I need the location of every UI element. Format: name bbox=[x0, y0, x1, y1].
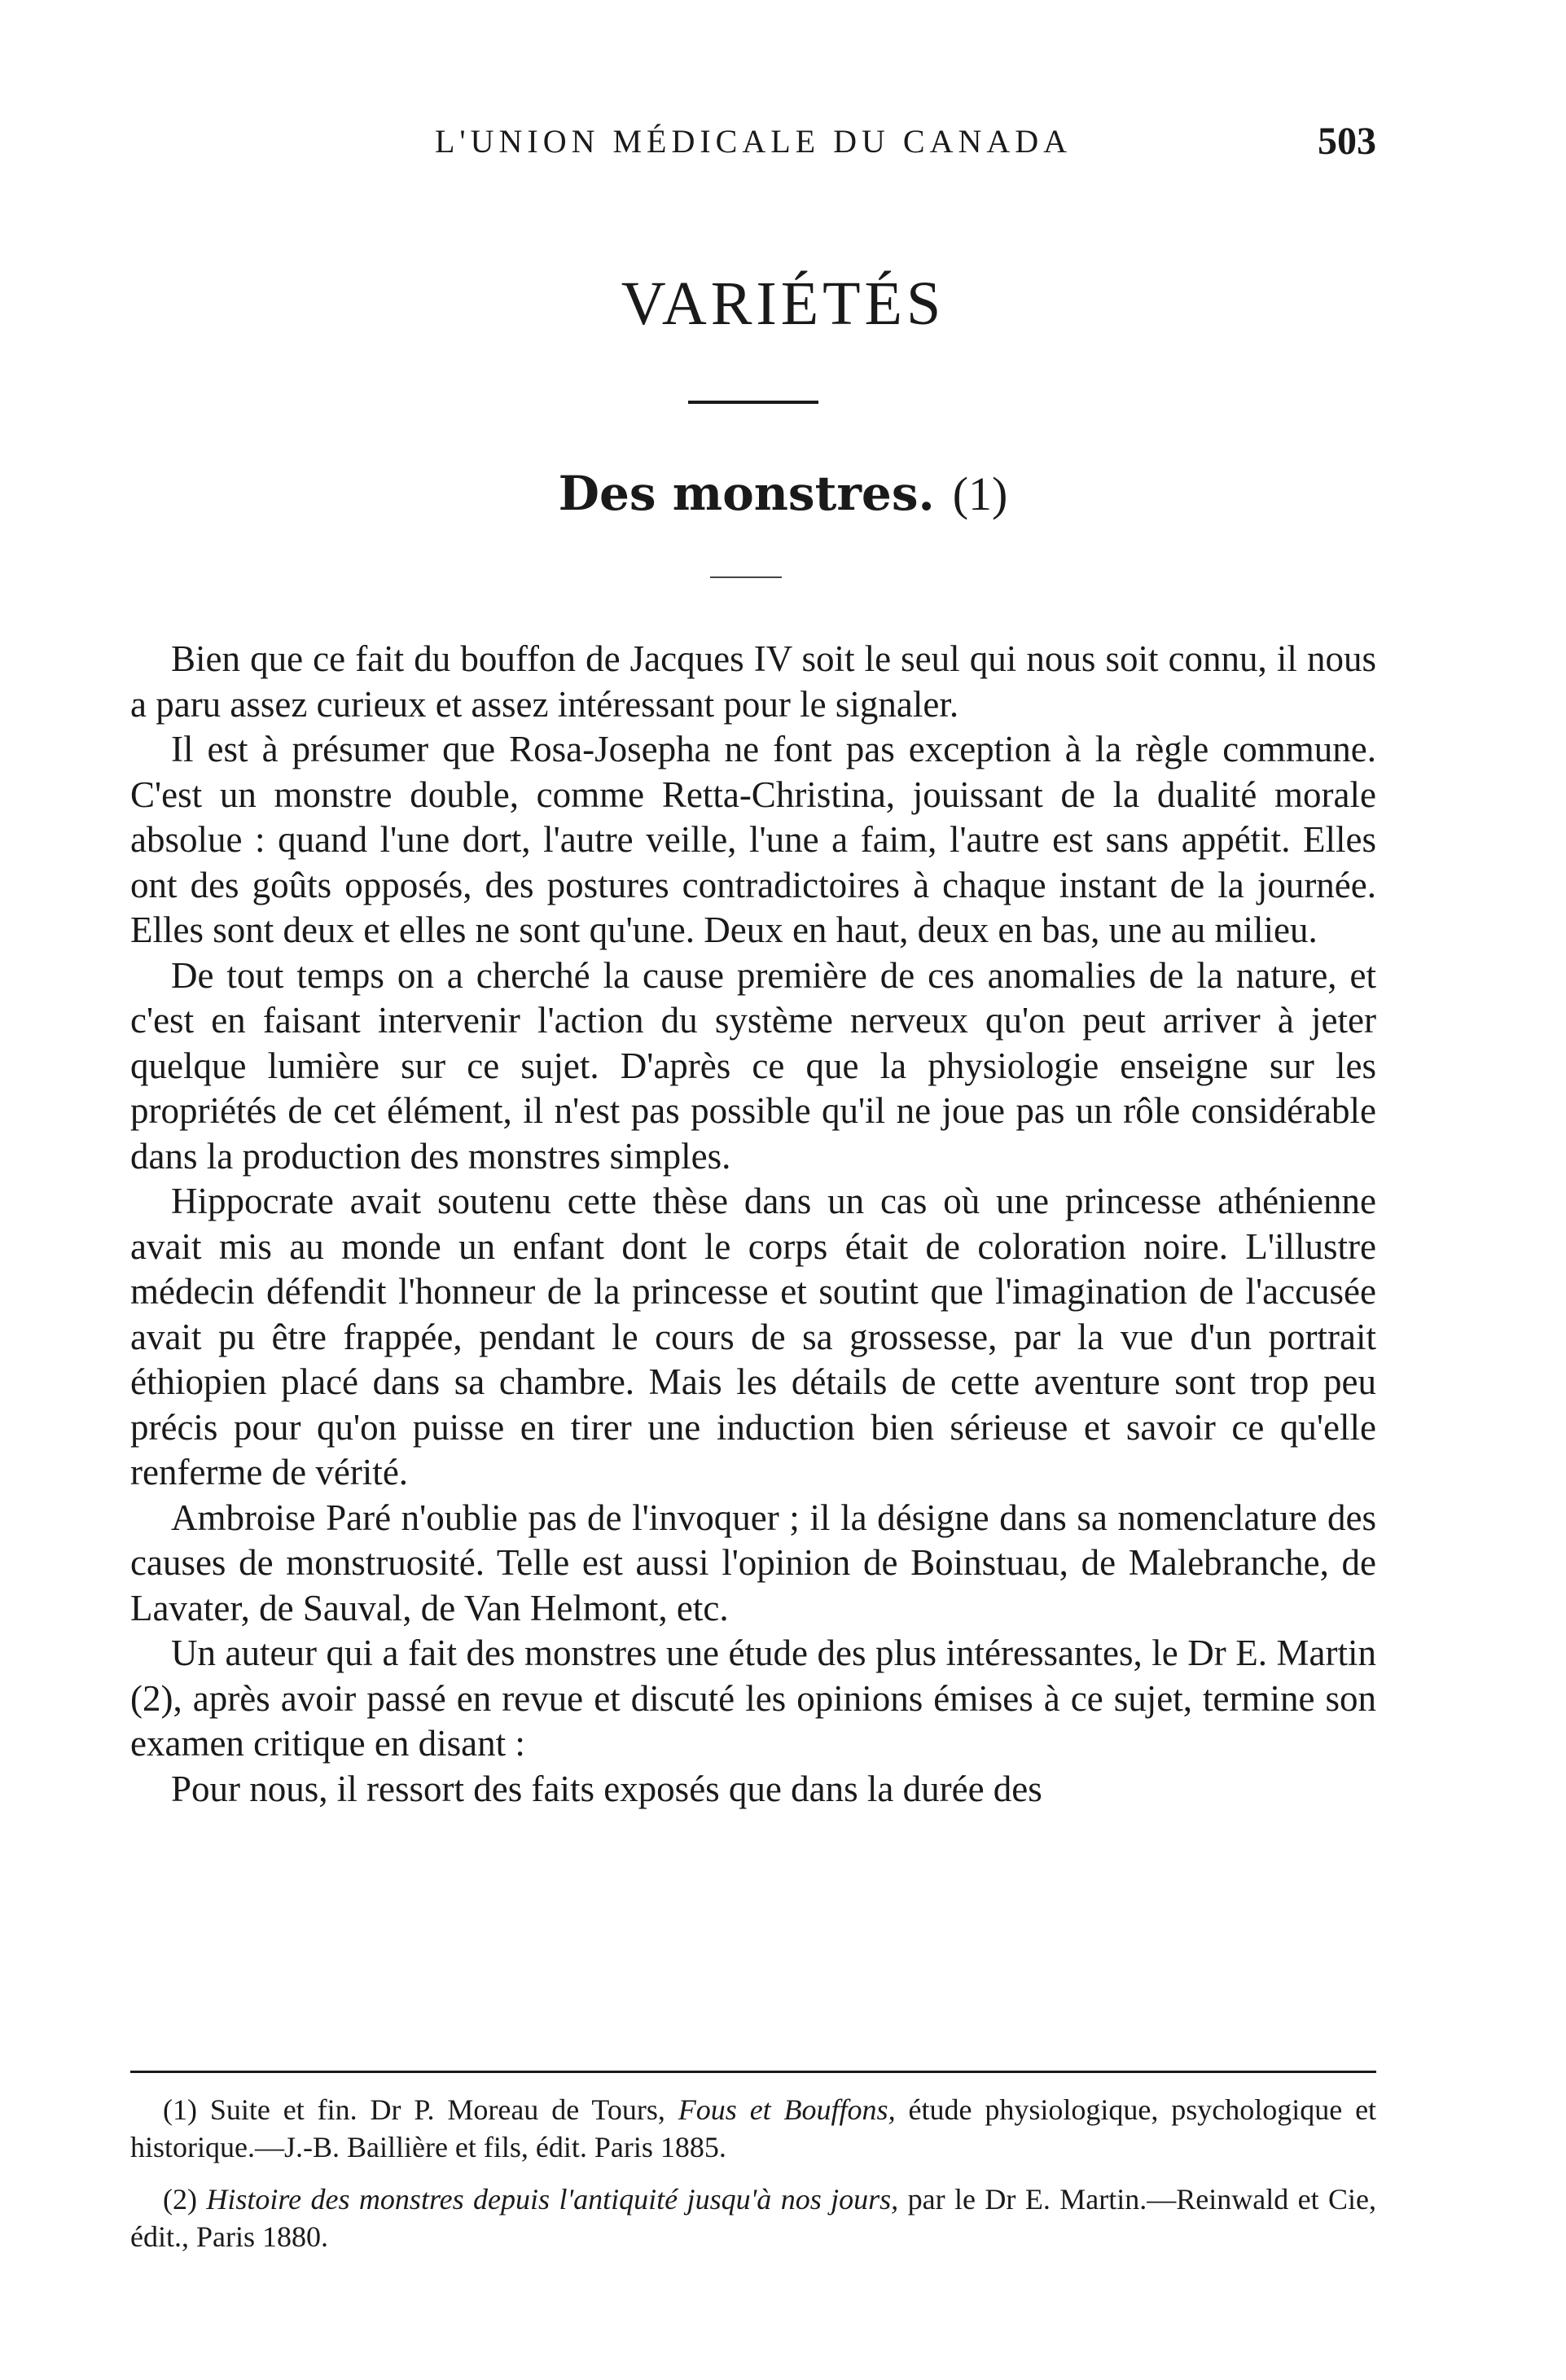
footnote-text: étude physiologique, psychologique et historique.—J.-B. Baillière et fils, édit. Paris 1885. bbox=[130, 2093, 1377, 2163]
paragraph: Il est à présumer que Rosa-Josepha ne font pas exception à la règle commune. C'est un monstre double, comme Retta-Christina, jouissant de la dualité morale absolue : quand l'une dort, l'autre veille, l'une a faim, l'autre est sans appétit. Elles ont des goûts opposés, des postures contradictoires à chaque instant de la journée. Elles sont deux et elles ne sont qu'une. Deux en haut, deux en bas, une au milieu. bbox=[130, 729, 1376, 950]
article-title-text: Des monstres. bbox=[558, 466, 935, 521]
article-note-mark: (1) bbox=[952, 467, 1008, 520]
footnote-text: par le Dr E. Martin.—Reinwald et Cie, édit., Paris 1880. bbox=[130, 2183, 1377, 2253]
article-body bbox=[130, 637, 1376, 1812]
footnote-mark: (2) bbox=[163, 2183, 197, 2216]
footnote-mark: (1) bbox=[163, 2093, 197, 2126]
article-title bbox=[0, 466, 1566, 521]
paragraph: Un auteur qui a fait des monstres une étude des plus intéressantes, le Dr E. Martin (2), après avoir passé en revue et discuté les opinions émises à ce sujet, termine son examen critique en disant : bbox=[130, 1633, 1376, 1764]
paragraph: Bien que ce fait du bouffon de Jacques IV soit le seul qui nous soit connu, il nous a paru assez curieux et assez intéressant pour le signaler. bbox=[130, 638, 1376, 725]
paragraph: Ambroise Paré n'oublie pas de l'invoquer ; il la désigne dans sa nomenclature des causes de monstruosité. Telle est aussi l'opinion de Boinstuau, de Malebranche, de Lavater, de Sauval, de Van Helmont, etc. bbox=[130, 1497, 1376, 1628]
paragraph: Pour nous, il ressort des faits exposés que dans la durée des bbox=[171, 1768, 1042, 1809]
running-title: L'UNION MÉDICALE DU CANADA bbox=[434, 123, 1073, 160]
section-title: VARIÉTÉS bbox=[621, 270, 945, 338]
title-divider bbox=[688, 401, 818, 404]
footnote-text: Suite et fin. Dr P. Moreau de Tours, bbox=[209, 2093, 665, 2126]
page-number: 503 bbox=[1318, 120, 1376, 163]
paragraph: De tout temps on a cherché la cause première de ces anomalies de la nature, et c'est en faisant intervenir l'action du système nerveux qu'on peut arriver à jeter quelque lumière sur ce sujet. D'après ce que la physiologie enseigne sur les propriétés de cet élément, il n'est pas possible qu'il ne joue pas un rôle considérable dans la production des monstres simples. bbox=[130, 954, 1376, 1177]
footnote-cited-title: Histoire des monstres depuis l'antiquité jusqu'à nos jours, bbox=[206, 2183, 899, 2216]
footnote-divider bbox=[130, 2071, 1376, 2073]
article-divider bbox=[710, 576, 782, 578]
footnote-1 bbox=[130, 2091, 1376, 2166]
footnote-2 bbox=[130, 2181, 1376, 2255]
running-head bbox=[130, 122, 1376, 171]
footnote-cited-title: Fous et Bouffons, bbox=[678, 2093, 896, 2126]
paragraph: Hippocrate avait soutenu cette thèse dans un cas où une princesse athénienne avait mis au monde un enfant dont le corps était de coloration noire. L'illustre médecin défendit l'honneur de la princesse et soutint que l'imagination de l'accusée avait pu être frappée, pendant le cours de sa grossesse, par la vue d'un portrait éthiopien placé dans sa chambre. Mais les détails de cette aventure sont trop peu précis pour qu'on puisse en tirer une induction bien sérieuse et savoir ce qu'elle renferme de vérité. bbox=[130, 1181, 1376, 1492]
footnotes bbox=[130, 2091, 1376, 2255]
